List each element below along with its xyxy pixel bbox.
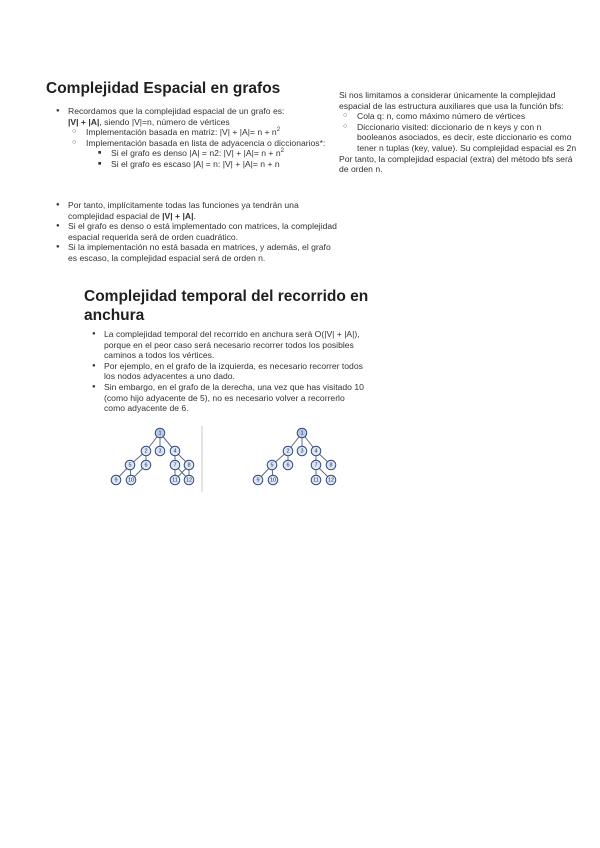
sub-text: Cola q: n, como máximo número de vértices [357, 111, 526, 122]
section1-bullet-1 [50, 106, 340, 127]
section1-title: Complejidad Espacial en grafos [46, 80, 281, 97]
graph-right [253, 428, 336, 485]
graph-node-label: 4 [314, 448, 318, 455]
bullet-text: , siendo |V|=n, número de vértices [99, 116, 230, 127]
section1-bullet-4 [50, 242, 340, 263]
right-column [339, 90, 583, 175]
section1-sub-2 [68, 138, 340, 149]
graph-node-label: 6 [286, 462, 290, 469]
graph-node-label: 6 [144, 462, 148, 469]
right-list [339, 111, 583, 153]
graph-node-label: 10 [269, 477, 277, 484]
bullet-text: Recordamos que la complejidad espacial de un grafo es: [68, 106, 285, 116]
graph-node-label: 1 [300, 430, 304, 437]
section2-bullet-1 [86, 329, 368, 361]
subsub-text: Si el grafo es denso |A| = n2: |V| + |A|= n + n [111, 148, 281, 159]
graph-node-label: 4 [173, 448, 177, 455]
graph-node-label: 12 [327, 477, 335, 484]
section2-title: Complejidad temporal del recorrido en anchura [84, 288, 369, 324]
graph-node-label: 12 [185, 477, 193, 484]
graph-node-label: 5 [128, 462, 132, 469]
section2-bullet-2 [86, 361, 368, 382]
bullet-text: La complejidad temporal del recorrido en anchura será O(|V| + |A|), porque en el peor caso será necesario recorrer todos los posibles caminos a todos los vértices. [104, 329, 360, 361]
sub-text: Diccionario visited: diccionario de n keys y con n booleanos asociados, es decir, este diccionario es como tener n tuplas (key, value). Su complejidad espacial es 2n [357, 121, 577, 153]
section1-list-2 [50, 200, 340, 264]
exponent: 2 [276, 127, 281, 134]
section1-subsub-2 [94, 159, 340, 170]
right-intro: Si nos limitamos a considerar únicamente la complejidad espacial de las estructura auxiliares que usa la función bfs: [339, 90, 564, 111]
section1-bullet-3 [50, 221, 340, 242]
graph-node-label: 2 [144, 448, 148, 455]
section2-list [86, 329, 368, 414]
graph-node-label: 1 [158, 430, 162, 437]
graph-node-label: 2 [286, 448, 290, 455]
section2-bullet-3 [86, 382, 368, 414]
section1-sub-1 [68, 127, 340, 138]
section1-list [50, 106, 340, 170]
graph-node-label: 3 [300, 448, 304, 455]
right-conclusion: Por tanto, la complejidad espacial (extra) del método bfs será de orden n. [339, 153, 573, 175]
section1-bullet-2 [50, 200, 340, 221]
right-sub-2 [339, 122, 583, 154]
graph-node-label: 11 [172, 477, 178, 484]
graph-node-label: 7 [314, 462, 318, 469]
bullet-text: Si la implementación no está basada en matrices, y además, el grafo es escaso, la complejidad espacial será de orden n. [68, 242, 331, 263]
graph-left [111, 428, 194, 485]
bullet-text: Si el grafo es denso o está implementado con matrices, la complejidad espacial requerida será de orden cuadrático. [68, 221, 337, 242]
formula: |V| + |A| [162, 210, 194, 221]
sub-text: Implementación basada en matriz: |V| + |A|= n + n [86, 127, 277, 138]
graph-node-label: 9 [256, 477, 260, 484]
graph-node-label: 10 [127, 477, 135, 484]
graph-node-label: 3 [158, 448, 162, 455]
exponent: 2 [280, 148, 284, 155]
right-sub-1 [339, 111, 583, 122]
bullet-text: Por ejemplo, en el grafo de la izquierda, es necesario recorrer todos los nodos adyacentes a uno dado. [104, 360, 363, 382]
graph-node-label: 11 [313, 477, 319, 484]
graph-node-label: 5 [270, 462, 274, 469]
graph-node-label: 7 [173, 462, 177, 469]
sub-text: Implementación basada en lista de adyacencia o diccionarios*: [86, 137, 326, 148]
graph-node-label: 9 [114, 477, 118, 484]
subsub-text: Si el grafo es escaso |A| = n: |V| + |A|= n + n [111, 158, 280, 169]
formula: |V| + |A| [68, 116, 100, 127]
bullet-text: Por tanto, implícitamente todas las funciones ya tendrán una complejidad espacial de [68, 200, 299, 221]
graphs-figure [100, 424, 360, 494]
section1-subsub-1 [94, 148, 340, 159]
bullet-text: Sin embargo, en el grafo de la derecha, una vez que has visitado 10 (como hijo adyacente de 5), no es necesario volver a recorrerlo como adyacente de 6. [104, 381, 364, 414]
graph-node-label: 8 [187, 462, 191, 469]
bullet-text: . [193, 210, 196, 221]
graph-node-label: 8 [329, 462, 333, 469]
